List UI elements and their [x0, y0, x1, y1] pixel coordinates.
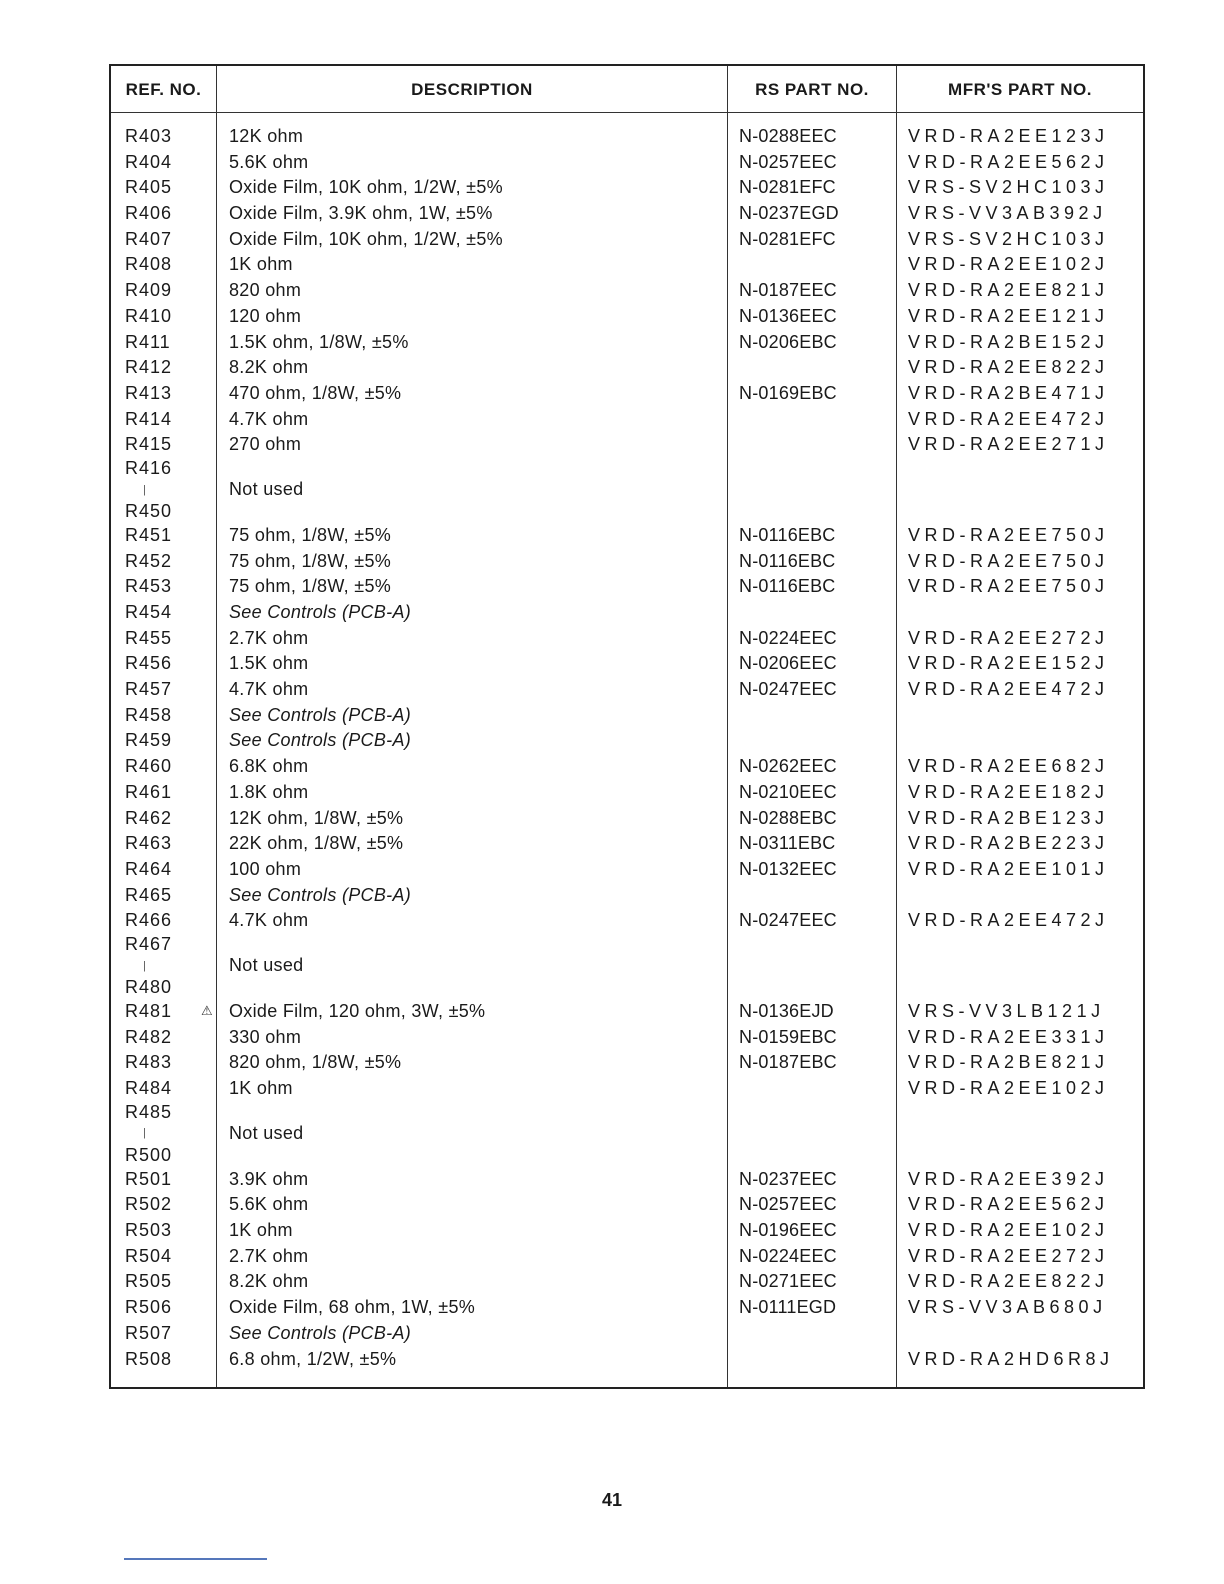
table-row: [111, 908, 1143, 934]
ref-no: R450: [125, 501, 173, 522]
ref-no: R452: [125, 550, 173, 571]
ref-no: R458: [125, 704, 173, 725]
table-row: [111, 651, 1143, 677]
mfr-part-no: VRD-RA2BE123J: [908, 807, 1109, 828]
ref-no: R501: [125, 1168, 173, 1189]
parts-table: [109, 64, 1145, 1389]
header-divider: [111, 112, 1143, 113]
ref-no: R415: [125, 434, 173, 455]
table-row: [111, 703, 1143, 729]
ref-no: R414: [125, 408, 173, 429]
ref-no: R460: [125, 756, 173, 777]
table-row: [111, 432, 1143, 458]
safety-warning-icon: ⚠: [201, 1002, 213, 1018]
description: Oxide Film, 10K ohm, 1/2W, ±5%: [229, 177, 503, 198]
table-row: [111, 626, 1143, 652]
ref-range-separator: |: [143, 959, 147, 972]
description: 120 ohm: [229, 305, 302, 326]
ref-no: R461: [125, 781, 173, 802]
rs-part-no: N-0281EFC: [739, 228, 836, 249]
rs-part-no: N-0196EEC: [739, 1220, 837, 1241]
table-row: [111, 999, 1143, 1025]
rs-part-no: N-0206EEC: [739, 653, 837, 674]
ref-no: R464: [125, 858, 173, 879]
table-row: [111, 1076, 1143, 1102]
ref-no: R406: [125, 203, 173, 224]
page-number: 41: [601, 1490, 623, 1510]
description: 22K ohm, 1/8W, ±5%: [229, 833, 404, 854]
mfr-part-no: VRD-RA2EE101J: [908, 858, 1109, 879]
mfr-part-no: VRD-RA2EE822J: [908, 1271, 1109, 1292]
description: See Controls (PCB-A): [229, 884, 412, 905]
mfr-part-no: VRD-RA2EE472J: [908, 408, 1109, 429]
ref-no: R482: [125, 1026, 173, 1047]
description: Oxide Film, 3.9K ohm, 1W, ±5%: [229, 203, 493, 224]
ref-no: R483: [125, 1052, 173, 1073]
header-ref-no: REF. NO.: [125, 80, 202, 99]
description: 8.2K ohm: [229, 1271, 309, 1292]
mfr-part-no: VRD-RA2EE182J: [908, 781, 1109, 802]
table-row: [111, 175, 1143, 201]
rs-part-no: N-0271EEC: [739, 1271, 837, 1292]
ref-no: R412: [125, 357, 173, 378]
description: 2.7K ohm: [229, 1245, 309, 1266]
mfr-part-no: VRD-RA2EE331J: [908, 1026, 1109, 1047]
rs-part-no: N-0281EFC: [739, 177, 836, 198]
mfr-part-no: VRD-RA2EE271J: [908, 434, 1109, 455]
table-row: [111, 1218, 1143, 1244]
rs-part-no: N-0288EEC: [739, 126, 837, 146]
mfr-part-no: VRD-RA2BE821J: [908, 1052, 1109, 1073]
mfr-part-no: VRD-RA2EE121J: [908, 305, 1109, 326]
footer-rule: [124, 1558, 267, 1560]
rs-part-no: N-0136EJD: [739, 1000, 834, 1021]
rs-part-no: N-0237EEC: [739, 1168, 837, 1189]
ref-no: R504: [125, 1245, 173, 1266]
ref-no: R485: [125, 1101, 173, 1122]
description: Oxide Film, 10K ohm, 1/2W, ±5%: [229, 228, 503, 249]
ref-no: R455: [125, 627, 173, 648]
table-row: [111, 458, 1143, 523]
rs-part-no: N-0159EBC: [739, 1026, 837, 1047]
mfr-part-no: VRD-RA2BE471J: [908, 382, 1109, 403]
rs-part-no: N-0262EEC: [739, 756, 837, 777]
description: See Controls (PCB-A): [229, 704, 412, 725]
mfr-part-no: VRS-VV3AB680J: [908, 1297, 1107, 1318]
ref-no: R500: [125, 1145, 173, 1166]
rs-part-no: N-0247EEC: [739, 910, 837, 931]
table-row: [111, 252, 1143, 278]
rs-part-no: N-0169EBC: [739, 382, 837, 403]
ref-range-separator: |: [143, 1127, 147, 1140]
ref-no: R506: [125, 1297, 173, 1318]
ref-no: R413: [125, 382, 173, 403]
mfr-part-no: VRD-RA2EE123J: [908, 126, 1109, 146]
rs-part-no: N-0132EEC: [739, 858, 837, 879]
description: 4.7K ohm: [229, 679, 309, 700]
rs-part-no: N-0111EGD: [739, 1297, 837, 1318]
table-row: [111, 1347, 1143, 1373]
rs-part-no: N-0116EBC: [739, 550, 836, 571]
mfr-part-no: VRD-RA2EE750J: [908, 524, 1109, 545]
rs-part-no: N-0224EEC: [739, 627, 837, 648]
table-row: [111, 1102, 1143, 1167]
ref-range: [125, 1102, 185, 1167]
description: 820 ohm, 1/8W, ±5%: [229, 1052, 402, 1073]
table-row: [111, 780, 1143, 806]
description: See Controls (PCB-A): [229, 602, 412, 622]
ref-no: R502: [125, 1194, 173, 1215]
table-row: [111, 124, 1143, 150]
table-row: [111, 549, 1143, 575]
ref-no: R508: [125, 1348, 173, 1369]
ref-no: R453: [125, 576, 173, 597]
description: See Controls (PCB-A): [229, 730, 412, 751]
ref-no: R405: [125, 177, 173, 198]
table-row: [111, 1244, 1143, 1270]
table-row: [111, 1192, 1143, 1218]
ref-no: R409: [125, 280, 173, 301]
mfr-part-no: VRD-RA2EE472J: [908, 910, 1109, 931]
table-row: [111, 600, 1143, 626]
table-row: [111, 883, 1143, 909]
mfr-part-no: VRD-RA2EE750J: [908, 576, 1109, 597]
mfr-part-no: VRD-RA2EE750J: [908, 550, 1109, 571]
mfr-part-no: VRD-RA2EE822J: [908, 357, 1109, 378]
description: 270 ohm: [229, 434, 302, 455]
description: Not used: [229, 1122, 304, 1143]
ref-range: [125, 934, 185, 999]
table-row: [111, 728, 1143, 754]
mfr-part-no: VRD-RA2EE102J: [908, 1078, 1109, 1098]
rs-part-no: N-0187EBC: [739, 1052, 837, 1073]
rs-part-no: N-0257EEC: [739, 1194, 837, 1215]
ref-no: R457: [125, 679, 173, 700]
rs-part-no: N-0206EBC: [739, 331, 837, 352]
mfr-part-no: VRD-RA2BE152J: [908, 331, 1109, 352]
table-row: [111, 150, 1143, 176]
ref-no: R463: [125, 833, 173, 854]
mfr-part-no: VRS-SV2HC103J: [908, 177, 1109, 198]
ref-no: R465: [125, 884, 173, 905]
rs-part-no: N-0224EEC: [739, 1245, 837, 1266]
description: 75 ohm, 1/8W, ±5%: [229, 576, 392, 597]
mfr-part-no: VRS-VV3LB121J: [908, 1000, 1105, 1021]
rs-part-no: N-0288EBC: [739, 807, 837, 828]
table-row: [111, 201, 1143, 227]
mfr-part-no: VRD-RA2HD6R8J: [908, 1348, 1114, 1369]
rs-part-no: N-0116EBC: [739, 576, 836, 597]
table-row: [111, 1050, 1143, 1076]
ref-no: R407: [125, 228, 173, 249]
table-row: [111, 407, 1143, 433]
ref-no: R480: [125, 977, 173, 998]
description: Not used: [229, 478, 304, 499]
table-row: [111, 574, 1143, 600]
ref-no: R456: [125, 653, 173, 674]
header-description: DESCRIPTION: [411, 80, 533, 99]
description: Oxide Film, 68 ohm, 1W, ±5%: [229, 1297, 476, 1318]
description: 6.8K ohm: [229, 756, 309, 777]
mfr-part-no: VRD-RA2EE562J: [908, 151, 1109, 172]
description: 75 ohm, 1/8W, ±5%: [229, 550, 392, 571]
description: 2.7K ohm: [229, 627, 309, 648]
table-row: [111, 934, 1143, 999]
table-body: [111, 124, 1143, 1372]
description: 4.7K ohm: [229, 910, 309, 931]
ref-no: R451: [125, 524, 173, 545]
rs-part-no: N-0237EGD: [739, 203, 839, 224]
table-row: [111, 806, 1143, 832]
mfr-part-no: VRD-RA2EE682J: [908, 756, 1109, 777]
header-rs-part-no: RS PART NO.: [755, 80, 869, 99]
description: See Controls (PCB-A): [229, 1322, 412, 1343]
ref-no: R466: [125, 910, 173, 931]
description: 12K ohm: [229, 126, 304, 146]
ref-no: R454: [125, 602, 173, 622]
mfr-part-no: VRD-RA2EE821J: [908, 280, 1109, 301]
mfr-part-no: VRD-RA2EE392J: [908, 1168, 1109, 1189]
table-row: [111, 523, 1143, 549]
ref-no: R408: [125, 254, 173, 275]
ref-no: R462: [125, 807, 173, 828]
table-row: [111, 677, 1143, 703]
description: 4.7K ohm: [229, 408, 309, 429]
description: 470 ohm, 1/8W, ±5%: [229, 382, 402, 403]
mfr-part-no: VRD-RA2EE272J: [908, 627, 1109, 648]
rs-part-no: N-0257EEC: [739, 151, 837, 172]
table-row: [111, 1295, 1143, 1321]
ref-no: R404: [125, 151, 173, 172]
mfr-part-no: VRD-RA2EE562J: [908, 1194, 1109, 1215]
rs-part-no: N-0210EEC: [739, 781, 837, 802]
mfr-part-no: VRD-RA2EE272J: [908, 1245, 1109, 1266]
mfr-part-no: VRD-RA2EE152J: [908, 653, 1109, 674]
rs-part-no: N-0247EEC: [739, 679, 837, 700]
ref-range-separator: |: [143, 483, 147, 496]
ref-no: R503: [125, 1220, 173, 1241]
table-row: [111, 1269, 1143, 1295]
description: 330 ohm: [229, 1026, 302, 1047]
table-row: [111, 754, 1143, 780]
mfr-part-no: VRD-RA2EE102J: [908, 254, 1109, 275]
table-row: [111, 1025, 1143, 1051]
description: 8.2K ohm: [229, 357, 309, 378]
ref-no: R459: [125, 730, 173, 751]
description: 5.6K ohm: [229, 151, 309, 172]
header-mfr-part-no: MFR'S PART NO.: [948, 80, 1092, 99]
table-row: [111, 1321, 1143, 1347]
mfr-part-no: VRD-RA2EE102J: [908, 1220, 1109, 1241]
ref-no: R484: [125, 1078, 173, 1098]
description: 75 ohm, 1/8W, ±5%: [229, 524, 392, 545]
description: 100 ohm: [229, 858, 302, 879]
ref-no: R411: [125, 331, 171, 352]
ref-no: R410: [125, 305, 173, 326]
description: Oxide Film, 120 ohm, 3W, ±5%: [229, 1000, 486, 1021]
description: 12K ohm, 1/8W, ±5%: [229, 807, 404, 828]
table-row: [111, 227, 1143, 253]
description: 3.9K ohm: [229, 1168, 309, 1189]
mfr-part-no: VRS-SV2HC103J: [908, 228, 1109, 249]
ref-no: R507: [125, 1322, 173, 1343]
ref-no: R467: [125, 933, 173, 954]
mfr-part-no: VRS-VV3AB392J: [908, 203, 1107, 224]
table-row: [111, 857, 1143, 883]
rs-part-no: N-0311EBC: [739, 833, 836, 854]
description: 6.8 ohm, 1/2W, ±5%: [229, 1348, 397, 1369]
table-row: [111, 330, 1143, 356]
ref-no: R416: [125, 457, 173, 478]
rs-part-no: N-0116EBC: [739, 524, 836, 545]
description: 820 ohm: [229, 280, 302, 301]
ref-no: R481: [125, 1000, 173, 1021]
mfr-part-no: VRD-RA2EE472J: [908, 679, 1109, 700]
description: 5.6K ohm: [229, 1194, 309, 1215]
ref-no: R505: [125, 1271, 173, 1292]
ref-no: R403: [125, 126, 173, 146]
table-row: [111, 381, 1143, 407]
rs-part-no: N-0136EEC: [739, 305, 837, 326]
table-row: [111, 1167, 1143, 1193]
description: 1.5K ohm, 1/8W, ±5%: [229, 331, 409, 352]
description: Not used: [229, 954, 304, 975]
description: 1.8K ohm: [229, 781, 309, 802]
description: 1.5K ohm: [229, 653, 309, 674]
table-row: [111, 304, 1143, 330]
table-row: [111, 355, 1143, 381]
table-row: [111, 831, 1143, 857]
description: 1K ohm: [229, 1220, 293, 1241]
table-row: [111, 278, 1143, 304]
mfr-part-no: VRD-RA2BE223J: [908, 833, 1109, 854]
rs-part-no: N-0187EEC: [739, 280, 837, 301]
description: 1K ohm: [229, 1078, 293, 1098]
description: 1K ohm: [229, 254, 293, 275]
ref-range: [125, 458, 185, 523]
